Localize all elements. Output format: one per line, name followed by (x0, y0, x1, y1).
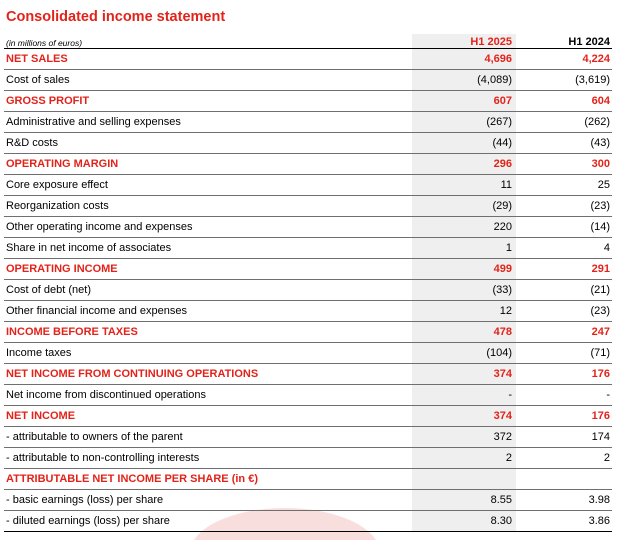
row-label: NET INCOME FROM CONTINUING OPERATIONS (4, 364, 412, 385)
value-h1-2024: (21) (526, 280, 612, 301)
value-h1-2025: 607 (412, 91, 516, 112)
value-h1-2025: 372 (412, 427, 516, 448)
value-h1-2025: 374 (412, 406, 516, 427)
value-h1-2025: 296 (412, 154, 516, 175)
income-statement-table (4, 34, 612, 532)
table-row (4, 70, 612, 91)
table-row (4, 259, 612, 280)
column-gap (516, 91, 526, 112)
table-row (4, 49, 612, 70)
table-row (4, 175, 612, 196)
value-h1-2024: 4 (526, 238, 612, 259)
value-h1-2025: - (412, 385, 516, 406)
table-row (4, 154, 612, 175)
column-gap (516, 322, 526, 343)
table-row (4, 343, 612, 364)
column-header-h1-2025: H1 2025 (412, 34, 516, 49)
column-gap (516, 112, 526, 133)
column-gap (516, 49, 526, 70)
value-h1-2025: 8.55 (412, 490, 516, 511)
table-row (4, 364, 612, 385)
column-gap (516, 490, 526, 511)
column-gap (516, 34, 526, 49)
value-h1-2024: 174 (526, 427, 612, 448)
value-h1-2025: 1 (412, 238, 516, 259)
value-h1-2025: (33) (412, 280, 516, 301)
row-label: Share in net income of associates (4, 238, 412, 259)
value-h1-2024: (14) (526, 217, 612, 238)
value-h1-2024: (3,619) (526, 70, 612, 91)
value-h1-2024: - (526, 385, 612, 406)
row-label: Cost of sales (4, 70, 412, 91)
column-gap (516, 469, 526, 490)
value-h1-2024 (526, 469, 612, 490)
value-h1-2025: 11 (412, 175, 516, 196)
value-h1-2024: (71) (526, 343, 612, 364)
value-h1-2024: 247 (526, 322, 612, 343)
value-h1-2024: 300 (526, 154, 612, 175)
table-row (4, 406, 612, 427)
column-gap (516, 175, 526, 196)
row-label: Administrative and selling expenses (4, 112, 412, 133)
row-label: - basic earnings (loss) per share (4, 490, 412, 511)
row-label: - attributable to owners of the parent (4, 427, 412, 448)
value-h1-2025: (104) (412, 343, 516, 364)
column-gap (516, 259, 526, 280)
table-header-row (4, 34, 612, 49)
row-label: ATTRIBUTABLE NET INCOME PER SHARE (in €) (4, 469, 412, 490)
table-row (4, 469, 612, 490)
value-h1-2024: (23) (526, 196, 612, 217)
value-h1-2024: (262) (526, 112, 612, 133)
value-h1-2025 (412, 469, 516, 490)
table-row (4, 91, 612, 112)
value-h1-2024: (23) (526, 301, 612, 322)
page-title: Consolidated income statement (6, 9, 226, 25)
column-gap (516, 364, 526, 385)
value-h1-2024: 176 (526, 364, 612, 385)
table-row (4, 238, 612, 259)
column-gap (516, 511, 526, 532)
value-h1-2024: 604 (526, 91, 612, 112)
column-gap (516, 280, 526, 301)
table-row (4, 133, 612, 154)
value-h1-2024: 25 (526, 175, 612, 196)
table-row (4, 448, 612, 469)
value-h1-2025: 499 (412, 259, 516, 280)
table-row (4, 196, 612, 217)
row-label: NET INCOME (4, 406, 412, 427)
row-label: Reorganization costs (4, 196, 412, 217)
column-gap (516, 154, 526, 175)
value-h1-2024: 291 (526, 259, 612, 280)
column-gap (516, 301, 526, 322)
unit-note: (in millions of euros) (4, 34, 412, 49)
column-gap (516, 196, 526, 217)
column-gap (516, 385, 526, 406)
column-gap (516, 133, 526, 154)
value-h1-2025: 374 (412, 364, 516, 385)
row-label: - diluted earnings (loss) per share (4, 511, 412, 532)
value-h1-2024: (43) (526, 133, 612, 154)
row-label: Income taxes (4, 343, 412, 364)
table-row (4, 301, 612, 322)
column-gap (516, 343, 526, 364)
row-label: Cost of debt (net) (4, 280, 412, 301)
value-h1-2025: 8.30 (412, 511, 516, 532)
column-gap (516, 448, 526, 469)
row-label: NET SALES (4, 49, 412, 70)
value-h1-2024: 176 (526, 406, 612, 427)
column-header-h1-2024: H1 2024 (526, 34, 612, 49)
value-h1-2025: (267) (412, 112, 516, 133)
income-statement-body (4, 34, 612, 532)
row-label: OPERATING MARGIN (4, 154, 412, 175)
value-h1-2025: (4,089) (412, 70, 516, 91)
column-gap (516, 217, 526, 238)
table-row (4, 322, 612, 343)
value-h1-2024: 2 (526, 448, 612, 469)
row-label: Net income from discontinued operations (4, 385, 412, 406)
value-h1-2024: 3.86 (526, 511, 612, 532)
value-h1-2025: (29) (412, 196, 516, 217)
row-label: Core exposure effect (4, 175, 412, 196)
column-gap (516, 406, 526, 427)
table-row (4, 385, 612, 406)
column-gap (516, 70, 526, 91)
row-label: INCOME BEFORE TAXES (4, 322, 412, 343)
table-row (4, 490, 612, 511)
value-h1-2025: 12 (412, 301, 516, 322)
table-row (4, 217, 612, 238)
column-gap (516, 427, 526, 448)
row-label: GROSS PROFIT (4, 91, 412, 112)
row-label: OPERATING INCOME (4, 259, 412, 280)
table-row (4, 427, 612, 448)
row-label: Other financial income and expenses (4, 301, 412, 322)
value-h1-2024: 4,224 (526, 49, 612, 70)
row-label: Other operating income and expenses (4, 217, 412, 238)
table-row (4, 112, 612, 133)
value-h1-2025: (44) (412, 133, 516, 154)
column-gap (516, 238, 526, 259)
table-row (4, 511, 612, 532)
value-h1-2025: 2 (412, 448, 516, 469)
row-label: R&D costs (4, 133, 412, 154)
row-label: - attributable to non-controlling interests (4, 448, 412, 469)
value-h1-2025: 478 (412, 322, 516, 343)
value-h1-2025: 220 (412, 217, 516, 238)
value-h1-2025: 4,696 (412, 49, 516, 70)
value-h1-2024: 3.98 (526, 490, 612, 511)
table-row (4, 280, 612, 301)
